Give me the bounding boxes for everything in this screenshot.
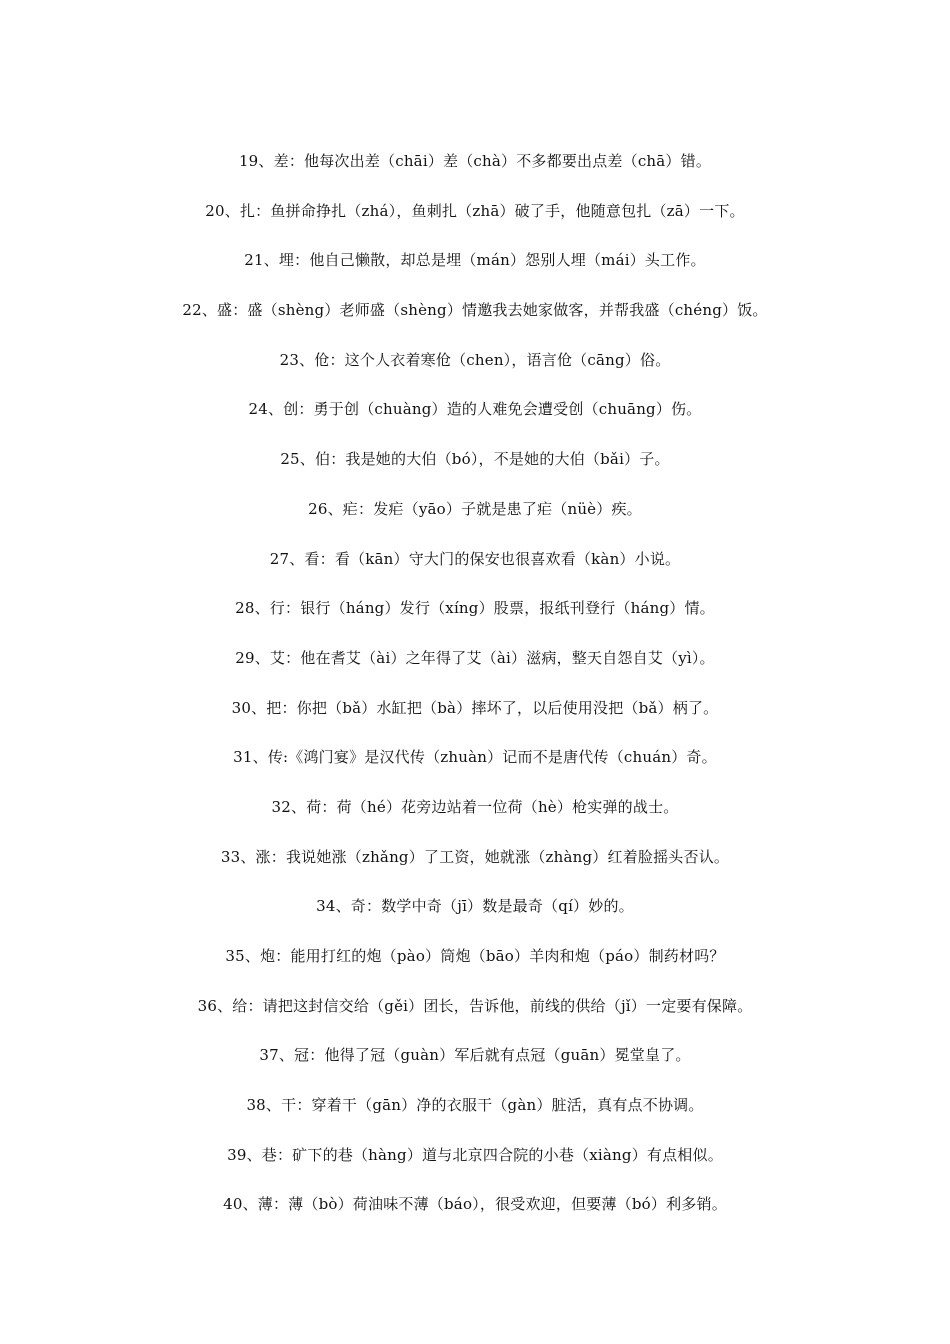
- list-item-35: 35、炮：能用打红的炮（pào）筒炮（bāo）羊肉和炮（páo）制药材吗？: [225, 947, 725, 965]
- list-item-23: 23、伧：这个人衣着寒伧（chen），语言伧（cāng）俗。: [279, 350, 671, 369]
- list-item-31: 31、传:《鸿门宴》是汉代传（zhuàn）记而不是唐代传（chuán）奇。: [233, 748, 717, 767]
- list-item-37: 37、冠：他得了冠（guàn）军后就有点冠（guān）冕堂皇了。: [259, 1046, 691, 1065]
- list-item-20: 20、扎：鱼拼命挣扎（zhá），鱼刺扎（zhā）破了手，他随意包扎（zā）一下。: [205, 201, 745, 220]
- list-item-24: 24、创：勇于创（chuàng）造的人难免会遭受创（chuāng）伤。: [248, 400, 702, 419]
- list-item-38: 38、干：穿着干（gān）净的衣服干（gàn）脏活，真有点不协调。: [246, 1096, 704, 1115]
- list-item-22: 22、盛：盛（shèng）老师盛（shèng）情邀我去她家做客，并帮我盛（chéng）饭。: [182, 301, 768, 320]
- list-item-30: 30、把：你把（bǎ）水缸把（bà）摔坏了，以后使用没把（bǎ）柄了。: [231, 698, 719, 717]
- list-item-27: 27、看：看（kān）守大门的保安也很喜欢看（kàn）小说。: [269, 549, 681, 568]
- list-item-25: 25、伯：我是她的大伯（bó），不是她的大伯（bǎi）子。: [280, 450, 670, 469]
- list-item-36: 36、给：请把这封信交给（gěi）团长，告诉他，前线的供给（jǐ）一定要有保障。: [197, 996, 753, 1015]
- list-item-29: 29、艾：他在耆艾（ài）之年得了艾（ài）滋病，整天自怨自艾（yì）。: [235, 648, 715, 667]
- list-item-19: 19、差：他每次出差（chāi）差（chà）不多都要出点差（chā）错。: [238, 152, 712, 170]
- list-item-33: 33、涨：我说她涨（zhǎng）了工资，她就涨（zhàng）红着脸摇头否认。: [220, 847, 730, 866]
- list-item-40: 40、薄：薄（bò）荷油味不薄（báo），很受欢迎，但要薄（bó）利多销。: [223, 1195, 727, 1214]
- list-item-34: 34、奇：数学中奇（jī）数是最奇（qí）妙的。: [316, 897, 634, 916]
- list-item-21: 21、埋：他自己懒散，却总是埋（mán）怨别人埋（mái）头工作。: [244, 251, 706, 270]
- list-item-32: 32、荷：荷（hé）花旁边站着一位荷（hè）枪实弹的战士。: [271, 797, 679, 816]
- list-item-26: 26、疟：发疟（yāo）子就是患了疟（nüè）疾。: [308, 499, 642, 518]
- list-item-28: 28、行：银行（háng）发行（xíng）股票，报纸刊登行（háng）情。: [235, 599, 715, 618]
- polyphonic-character-list: [0, 147, 950, 1240]
- list-item-39: 39、巷：矿下的巷（hàng）道与北京四合院的小巷（xiàng）有点相似。: [227, 1145, 723, 1164]
